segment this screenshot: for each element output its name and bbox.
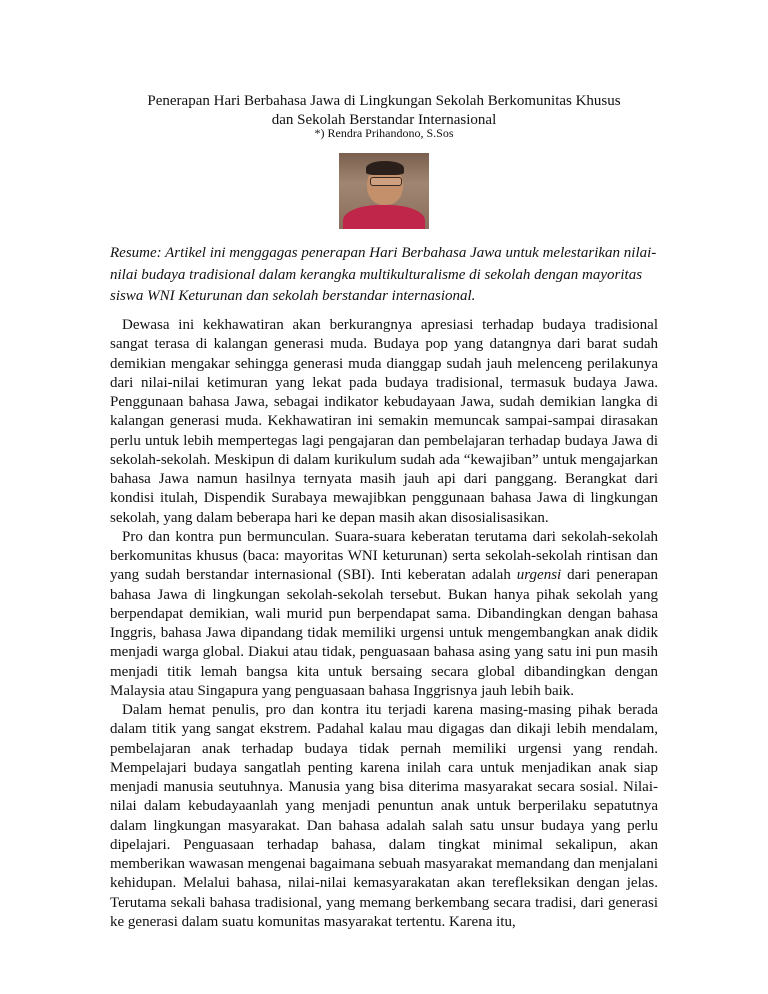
resume-abstract: Resume: Artikel ini menggagas penerapan Hari Berbahasa Jawa untuk melestarikan nilai-nilai budaya tradisional dalam kerangka multikulturalisme di sekolah dengan mayoritas siswa WNI Keturunan dan sekolah berstandar internasional. [110,245,657,304]
paragraph-2-text-b: dari penerapan bahasa Jawa di lingkungan sekolah-sekolah tersebut. Bukan hanya pihak sekolah yang berpendapat demikian, wali murid pun berpendapat sama. Dibandingkan dengan bahasa Inggris, bahasa Jawa dipandang tidak memiliki urgensi untuk mengembangkan anak didik menjadi warga global. Diakui atau tidak, penguasaan bahasa asing yang satu ini pun masih menjadi titik lemah bangsa kita untuk bersaing secara global dibandingkan dengan Malaysia atau Singapura yang penguasaan bahasa Inggrisnya jauh lebih baik. [110,567,658,699]
paragraph-2-emphasis: urgensi [516,567,562,584]
author-photo [339,153,429,229]
title-line-1: Penerapan Hari Berbahasa Jawa di Lingkungan Sekolah Berkomunitas Khusus [147,93,621,109]
paragraph-2-text-a: Pro dan kontra pun bermunculan. Suara-suara keberatan terutama dari sekolah-sekolah berkomunitas khusus (baca: mayoritas WNI keturunan) serta sekolah-sekolah rintisan dan yang sudah berstandar internasional (SBI). Inti keberatan adalah [110,528,658,584]
article-body [110,316,658,932]
photo-hair [366,161,404,175]
paragraph-2 [110,528,658,701]
paragraph-1: Dewasa ini kekhawatiran akan berkurangnya apresiasi terhadap budaya tradisional sangat terasa di kalangan generasi muda. Budaya pop yang datangnya dari barat sudah demikian mengakar sehingga generasi muda dianggap sudah jauh melenceng perilakunya dari nilai-nilai ketimuran yang lekat pada budaya tradisional, termasuk budaya Jawa. Penggunaan bahasa Jawa, sebagai indikator kebudayaan Jawa, sudah demikian langka di kalangan generasi muda. Kekhawatiran ini semakin memuncak sampai-sampai dirasakan perlu untuk lebih mempertegas lagi pengajaran dan pembelajaran terhadap budaya Jawa di sekolah-sekolah. Meskipun di dalam kurikulum sudah ada “kewajiban” untuk mengajarkan bahasa Jawa namun hasilnya ternyata masih jauh api dari panggang. Berangkat dari kondisi itulah, Dispendik Surabaya mewajibkan penggunaan bahasa Jawa di lingkungan sekolah, yang dalam beberapa hari ke depan masih akan disosialisasikan. [110,317,658,526]
photo-shirt [343,205,425,229]
title-line-2: dan Sekolah Berstandar Internasional [271,112,497,128]
author-line: *) Rendra Prihandono, S.Sos [314,126,454,140]
document-title [110,92,658,130]
photo-glasses [370,177,402,186]
paragraph-3: Dalam hemat penulis, pro dan kontra itu terjadi karena masing-masing pihak berada dalam titik yang sangat ekstrem. Padahal kalau mau digagas dan dikaji lebih mendalam, pembelajaran anak terhadap budaya tidak pernah memiliki urgensi yang rendah. Mempelajari budaya sangatlah penting karena inilah cara untuk menjadikan anak siap menjadi manusia seutuhnya. Manusia yang bisa diterima masyarakat secara sosial. Nilai-nilai dalam kebudayaanlah yang menjadi penuntun anak untuk berperilaku sepatutnya dalam lingkungan masyarakat. Dan bahasa adalah salah satu unsur budaya yang perlu dipelajari. Penguasaan terhadap bahasa, dalam tingkat minimal sekalipun, akan memberikan wawasan mengenai bagaimana sebuah masyarakat memandang dan menjalani kehidupan. Melalui bahasa, nilai-nilai kemasyarakatan akan terefleksikan dengan jelas. Terutama sekali bahasa tradisional, yang memang berkembang secara tradisi, dari generasi ke generasi dalam suatu komunitas masyarakat tertentu. Karena itu, [110,702,658,930]
